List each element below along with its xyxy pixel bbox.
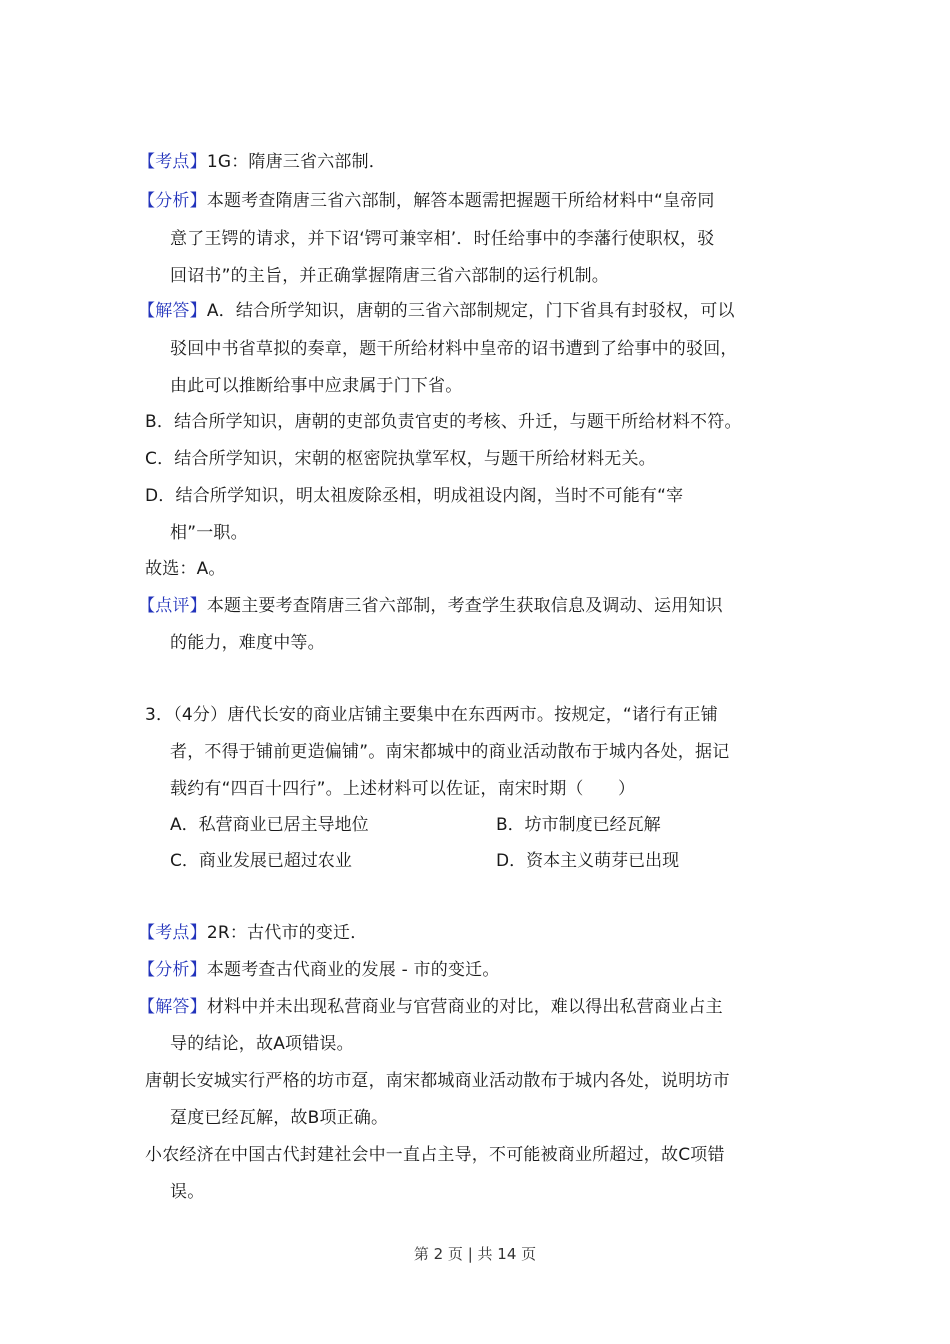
option-c-explanation: C．结合所学知识，宋朝的枢密院执掌军权，与题干所给材料无关。 bbox=[145, 449, 656, 469]
question-3-option-b: B．坊市制度已经瓦解 bbox=[496, 815, 661, 835]
q3-option-c-explanation-cont: 误。 bbox=[170, 1182, 205, 1202]
question-3-stem: 3．（4分）唐代长安的商业店铺主要集中在东西两市。按规定，“诸行有正铺 bbox=[145, 705, 718, 725]
kaodian-tag: 【考点】 bbox=[138, 152, 207, 172]
q3-kaodian-text: 2R：古代市的变迁． bbox=[206, 923, 368, 943]
q3-option-c-explanation: 小农经济在中国古代封建社会中一直占主导，不可能被商业所超过，故C项错 bbox=[145, 1145, 725, 1165]
q3-fenxi-tag: 【分析】 bbox=[138, 960, 207, 980]
question-3-option-a: A．私营商业已居主导地位 bbox=[170, 815, 369, 835]
q3-option-b-explanation: 唐朝长安城实行严格的坊市趸，南宋都城商业活动散布于城内各处，说明坊市 bbox=[145, 1071, 730, 1091]
fenxi-text: 本题考查隋唐三省六部制，解答本题需把握题干所给材料中“皇帝同 bbox=[206, 191, 715, 211]
fenxi-line bbox=[138, 190, 715, 212]
jieda-tag: 【解答】 bbox=[138, 301, 207, 321]
question-3-stem-cont: 载约有“四百十四行”。上述材料可以佐证，南宋时期（ ） bbox=[170, 779, 636, 799]
fenxi-text-cont: 意了王锷的请求，并下诏‘锷可兼宰相’．时任给事中的李藩行使职权，驳 bbox=[170, 229, 715, 249]
question-3-option-d: D．资本主义萌芽已出现 bbox=[496, 851, 680, 871]
q3-jieda-line bbox=[138, 996, 723, 1018]
jieda-line bbox=[138, 300, 735, 322]
q3-fenxi-line bbox=[138, 959, 500, 981]
q3-jieda-tag: 【解答】 bbox=[138, 997, 207, 1017]
question-3-stem-cont: 者，不得于铺前更造偏铺”。南宋都城中的商业活动散布于城内各处，据记 bbox=[170, 742, 730, 762]
option-d-explanation-cont: 相”一职。 bbox=[170, 523, 248, 543]
kaodian-line bbox=[138, 151, 386, 173]
q3-option-b-explanation-cont: 趸度已经瓦解，故B项正确。 bbox=[170, 1108, 389, 1128]
page-footer: 第 2 页 | 共 14 页 bbox=[413, 1245, 537, 1263]
fenxi-text-cont: 回诏书”的主旨，并正确掌握隋唐三省六部制的运行机制。 bbox=[170, 266, 610, 286]
jieda-text-cont: 驳回中书省草拟的奏章，题干所给材料中皇帝的诏书遭到了给事中的驳回， bbox=[170, 339, 738, 359]
jieda-text-cont: 由此可以推断给事中应隶属于门下省。 bbox=[170, 376, 463, 396]
kaodian-text: 1G：隋唐三省六部制． bbox=[206, 152, 387, 172]
q3-fenxi-text: 本题考查古代商业的发展 - 市的变迁。 bbox=[206, 960, 500, 980]
q3-jieda-text: 材料中并未出现私营商业与官营商业的对比，难以得出私营商业占主 bbox=[206, 997, 723, 1017]
jieda-text: A．结合所学知识，唐朝的三省六部制规定，门下省具有封驳权，可以 bbox=[206, 301, 735, 321]
dianping-text: 本题主要考查隋唐三省六部制，考查学生获取信息及调动、运用知识 bbox=[206, 596, 723, 616]
q3-kaodian-tag: 【考点】 bbox=[138, 923, 207, 943]
dianping-tag: 【点评】 bbox=[138, 596, 207, 616]
question-3-option-c: C．商业发展已超过农业 bbox=[170, 851, 352, 871]
dianping-line bbox=[138, 595, 723, 617]
option-b-explanation: B．结合所学知识，唐朝的吏部负责官吏的考核、升迁，与题干所给材料不符。 bbox=[145, 412, 742, 432]
q3-kaodian-line bbox=[138, 922, 367, 944]
dianping-text-cont: 的能力，难度中等。 bbox=[170, 633, 325, 653]
q3-jieda-text-cont: 导的结论，故A项错误。 bbox=[170, 1034, 354, 1054]
fenxi-tag: 【分析】 bbox=[138, 191, 207, 211]
answer-line: 故选：A。 bbox=[145, 559, 226, 579]
option-d-explanation: D．结合所学知识，明太祖废除丞相，明成祖设内阁，当时不可能有“宰 bbox=[145, 486, 684, 506]
